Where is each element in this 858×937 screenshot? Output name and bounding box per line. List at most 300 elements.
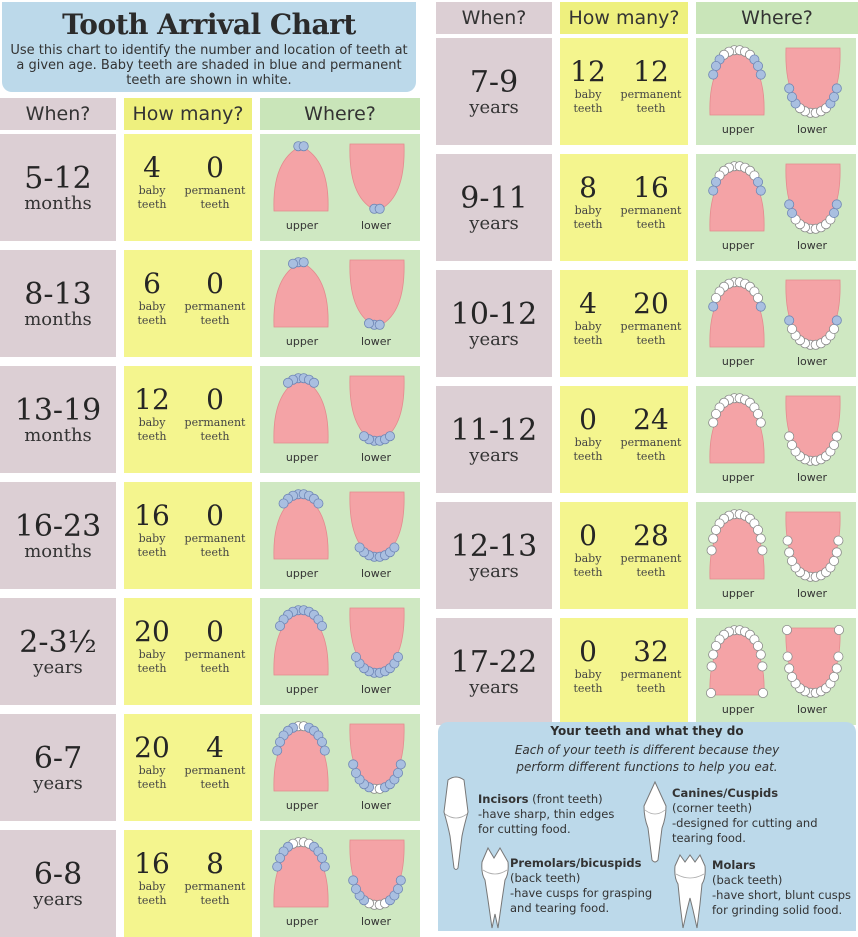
age-unit: years <box>469 96 519 118</box>
baby-count <box>566 288 610 348</box>
baby-tooth <box>709 186 718 195</box>
permanent-label: permanent <box>620 203 682 217</box>
baby-tooth <box>829 208 838 217</box>
where-cell <box>260 134 420 241</box>
baby-tooth <box>396 876 405 885</box>
baby-tooth <box>351 768 360 777</box>
permanent-tooth <box>787 440 796 449</box>
count-cell <box>560 502 688 609</box>
age-row <box>436 386 858 493</box>
permanent-count-value: 16 <box>633 170 669 204</box>
baby-tooth <box>299 258 308 267</box>
baby-count-value: 16 <box>134 498 170 532</box>
age-cell <box>0 714 116 821</box>
age-unit: years <box>469 328 519 350</box>
lower-label: lower <box>360 219 392 232</box>
age-cell <box>0 250 116 357</box>
permanent-count-value: 0 <box>206 266 224 300</box>
baby-tooth <box>711 61 720 70</box>
permanent-tooth <box>758 688 767 697</box>
lower-label: lower <box>796 123 828 136</box>
baby-count-value: 16 <box>134 846 170 880</box>
permanent-tooth <box>787 324 796 333</box>
baby-tooth <box>711 177 720 186</box>
permanent-tooth <box>785 432 794 441</box>
permanent-label: teeth <box>636 565 666 579</box>
baby-label: baby <box>138 531 166 545</box>
baby-tooth <box>393 652 402 661</box>
count-cell <box>560 618 688 725</box>
permanent-tooth <box>834 652 843 661</box>
where-cell <box>696 154 856 261</box>
lower-arch-diagram <box>342 138 412 217</box>
upper-arch-diagram <box>266 138 336 217</box>
age-cell <box>0 366 116 473</box>
premolars-line: (back teeth) <box>510 871 581 885</box>
baby-label: teeth <box>573 565 603 579</box>
age-unit: months <box>24 540 92 562</box>
baby-label: baby <box>138 299 166 313</box>
count-cell <box>560 270 688 377</box>
lower-arch-diagram <box>778 390 848 469</box>
baby-tooth <box>785 200 794 209</box>
upper-label: upper <box>285 683 319 696</box>
permanent-count-value: 0 <box>206 498 224 532</box>
count-cell <box>560 154 688 261</box>
baby-tooth <box>317 737 326 746</box>
header-how-many: How many? <box>124 98 252 130</box>
header-when: When? <box>436 2 552 34</box>
right-header-row <box>436 2 858 34</box>
permanent-tooth <box>753 525 762 534</box>
where-cell <box>696 38 856 145</box>
permanent-label: teeth <box>200 661 230 675</box>
page-subtitle: Use this chart to identify the number and location of teeth at a given age. Baby teeth are shaded in blue and permanent teeth are shown in white. <box>10 43 408 88</box>
permanent-count-value: 20 <box>633 286 669 320</box>
age-range: 8-13 <box>24 276 92 312</box>
permanent-tooth <box>756 650 765 659</box>
baby-tooth <box>309 378 318 387</box>
baby-count-value: 0 <box>579 518 597 552</box>
baby-label: baby <box>138 879 166 893</box>
baby-tooth <box>753 177 762 186</box>
count-cell <box>124 250 252 357</box>
canines-line: tearing food. <box>672 831 746 845</box>
age-row <box>0 830 422 937</box>
upper-label: upper <box>721 703 755 716</box>
lower-arch-diagram <box>342 834 412 913</box>
upper-arch-diagram <box>702 390 772 469</box>
where-cell <box>696 386 856 493</box>
age-range: 7-9 <box>469 64 519 100</box>
permanent-label: permanent <box>184 879 246 893</box>
age-row <box>436 270 858 377</box>
baby-count <box>130 848 174 908</box>
permanent-tooth <box>832 664 841 673</box>
baby-label: teeth <box>137 661 167 675</box>
baby-tooth <box>283 378 292 387</box>
baby-label: teeth <box>137 197 167 211</box>
info-title: Your teeth and what they do <box>550 724 744 738</box>
lower-label: lower <box>796 239 828 252</box>
baby-count <box>566 172 610 232</box>
upper-label: upper <box>285 915 319 928</box>
info-subtitle-line: perform different functions to help you eat. <box>516 760 778 774</box>
permanent-label: teeth <box>636 101 666 115</box>
permanent-tooth <box>783 536 792 545</box>
upper-arch-diagram <box>266 370 336 449</box>
baby-tooth <box>787 208 796 217</box>
upper-arch-diagram <box>266 834 336 913</box>
age-row <box>0 482 422 589</box>
permanent-tooth <box>709 418 718 427</box>
baby-count <box>566 636 610 696</box>
permanent-label: teeth <box>200 429 230 443</box>
baby-tooth <box>832 200 841 209</box>
baby-count-value: 4 <box>579 286 597 320</box>
lower-arch-diagram <box>778 158 848 237</box>
age-row <box>0 366 422 473</box>
permanent-tooth <box>785 548 794 557</box>
age-range: 9-11 <box>460 180 528 216</box>
molar-tooth-icon <box>672 852 708 930</box>
baby-count-value: 20 <box>134 730 170 764</box>
lower-label: lower <box>360 915 392 928</box>
lower-arch-diagram <box>778 622 848 701</box>
permanent-count <box>616 56 686 116</box>
baby-tooth <box>317 621 326 630</box>
permanent-tooth <box>832 432 841 441</box>
permanent-count <box>180 268 250 328</box>
baby-tooth <box>832 316 841 325</box>
baby-tooth <box>288 259 297 268</box>
baby-label: teeth <box>137 777 167 791</box>
baby-label: baby <box>574 319 602 333</box>
incisors-line: -have sharp, thin edges <box>478 807 615 821</box>
upper-label: upper <box>285 799 319 812</box>
premolars-description <box>510 856 652 916</box>
age-unit: months <box>24 192 92 214</box>
lower-label: lower <box>360 335 392 348</box>
permanent-tooth <box>756 534 765 543</box>
where-cell <box>696 270 856 377</box>
age-unit: months <box>24 308 92 330</box>
where-cell <box>260 598 420 705</box>
age-cell <box>436 154 552 261</box>
baby-tooth <box>396 760 405 769</box>
age-cell <box>0 134 116 241</box>
baby-label: teeth <box>137 545 167 559</box>
age-cell <box>0 598 116 705</box>
baby-count-value: 6 <box>143 266 161 300</box>
baby-tooth <box>756 302 765 311</box>
lower-arch-diagram <box>342 718 412 797</box>
canines-name: Canines/Cuspids <box>672 786 779 800</box>
lower-label: lower <box>796 471 828 484</box>
permanent-count <box>616 636 686 696</box>
baby-tooth <box>314 499 323 508</box>
baby-label: baby <box>574 435 602 449</box>
upper-arch-diagram <box>702 622 772 701</box>
baby-tooth <box>375 320 384 329</box>
permanent-tooth <box>707 546 716 555</box>
lower-label: lower <box>360 799 392 812</box>
baby-tooth <box>393 768 402 777</box>
age-row <box>436 38 858 145</box>
baby-label: teeth <box>137 429 167 443</box>
lower-arch-diagram <box>778 42 848 121</box>
upper-label: upper <box>285 567 319 580</box>
baby-tooth <box>320 862 329 871</box>
baby-tooth <box>275 621 284 630</box>
canines-line: (corner teeth) <box>672 801 753 815</box>
count-cell <box>124 134 252 241</box>
canines-description <box>672 786 818 846</box>
upper-arch-diagram <box>702 42 772 121</box>
baby-tooth <box>385 432 394 441</box>
permanent-count <box>180 500 250 560</box>
lower-label: lower <box>360 567 392 580</box>
permanent-count-value: 0 <box>206 150 224 184</box>
baby-tooth <box>785 84 794 93</box>
permanent-label: permanent <box>184 183 246 197</box>
canines-line: -designed for cutting and <box>672 816 818 830</box>
permanent-count <box>180 152 250 212</box>
baby-count-value: 12 <box>134 382 170 416</box>
permanent-count-value: 0 <box>206 614 224 648</box>
lower-label: lower <box>360 451 392 464</box>
where-cell <box>260 714 420 821</box>
permanent-count-value: 32 <box>633 634 669 668</box>
upper-label: upper <box>285 335 319 348</box>
molars-line: (back teeth) <box>712 873 783 887</box>
age-range: 12-13 <box>450 528 538 564</box>
baby-tooth <box>299 142 308 151</box>
age-row <box>0 134 422 241</box>
left-header-row <box>0 98 420 130</box>
age-range: 5-12 <box>24 160 92 196</box>
baby-label: teeth <box>137 313 167 327</box>
baby-tooth <box>393 884 402 893</box>
permanent-count <box>616 172 686 232</box>
age-unit: years <box>33 888 83 910</box>
baby-tooth <box>709 70 718 79</box>
incisors-description <box>478 792 614 837</box>
baby-label: baby <box>574 203 602 217</box>
count-cell <box>124 830 252 937</box>
lower-arch-diagram <box>778 506 848 585</box>
age-unit: years <box>33 772 83 794</box>
baby-count-value: 12 <box>570 54 606 88</box>
permanent-label: teeth <box>200 197 230 211</box>
age-row <box>0 250 422 357</box>
baby-count <box>566 56 610 116</box>
teeth-info-panel <box>438 722 856 931</box>
age-unit: years <box>469 444 519 466</box>
age-row <box>436 502 858 609</box>
baby-tooth <box>753 61 762 70</box>
baby-tooth <box>390 543 399 552</box>
lower-arch-diagram <box>778 274 848 353</box>
where-cell <box>260 250 420 357</box>
upper-label: upper <box>721 355 755 368</box>
upper-label: upper <box>721 471 755 484</box>
baby-tooth <box>756 186 765 195</box>
baby-tooth <box>273 746 282 755</box>
permanent-count <box>616 520 686 580</box>
age-cell <box>436 38 552 145</box>
baby-count <box>130 268 174 328</box>
permanent-tooth <box>785 664 794 673</box>
age-cell <box>436 386 552 493</box>
permanent-label: teeth <box>200 313 230 327</box>
upper-label: upper <box>721 587 755 600</box>
premolars-name: Premolars/bicuspids <box>510 856 642 870</box>
baby-label: baby <box>574 87 602 101</box>
baby-tooth <box>275 853 284 862</box>
premolars-line: -have cusps for grasping <box>510 886 653 900</box>
baby-label: baby <box>574 667 602 681</box>
baby-tooth <box>787 92 796 101</box>
permanent-tooth <box>829 672 838 681</box>
age-cell <box>436 502 552 609</box>
baby-count <box>566 404 610 464</box>
permanent-tooth <box>787 672 796 681</box>
baby-tooth <box>364 319 373 328</box>
age-range: 13-19 <box>14 392 102 428</box>
permanent-tooth <box>834 536 843 545</box>
permanent-tooth <box>834 625 843 634</box>
permanent-count <box>180 732 250 792</box>
permanent-label: permanent <box>620 435 682 449</box>
baby-tooth <box>355 543 364 552</box>
age-unit: years <box>469 560 519 582</box>
permanent-tooth <box>758 662 767 671</box>
molars-description <box>712 858 851 918</box>
count-cell <box>124 714 252 821</box>
age-cell <box>436 618 552 725</box>
baby-tooth <box>709 302 718 311</box>
baby-label: teeth <box>573 333 603 347</box>
baby-count-value: 20 <box>134 614 170 648</box>
baby-tooth <box>317 853 326 862</box>
permanent-tooth <box>783 652 792 661</box>
permanent-label: permanent <box>184 763 246 777</box>
baby-label: teeth <box>573 217 603 231</box>
baby-tooth <box>351 652 360 661</box>
baby-count <box>566 520 610 580</box>
page-title: Tooth Arrival Chart <box>62 8 356 41</box>
incisors-line: for cutting food. <box>478 822 571 836</box>
upper-arch-diagram <box>702 158 772 237</box>
upper-arch-diagram <box>266 602 336 681</box>
baby-tooth <box>359 432 368 441</box>
where-cell <box>260 482 420 589</box>
where-cell <box>696 502 856 609</box>
permanent-count <box>180 616 250 676</box>
baby-label: baby <box>138 763 166 777</box>
info-subtitle-line: Each of your teeth is different because they <box>514 743 780 757</box>
permanent-count-value: 28 <box>633 518 669 552</box>
baby-tooth <box>829 92 838 101</box>
count-cell <box>124 482 252 589</box>
permanent-label: permanent <box>184 531 246 545</box>
permanent-count <box>180 384 250 444</box>
lower-arch-diagram <box>342 370 412 449</box>
permanent-count <box>180 848 250 908</box>
upper-arch-diagram <box>702 506 772 585</box>
count-cell <box>124 598 252 705</box>
baby-tooth <box>349 760 358 769</box>
baby-count-value: 8 <box>579 170 597 204</box>
permanent-tooth <box>709 650 718 659</box>
permanent-tooth <box>706 688 715 697</box>
age-cell <box>0 482 116 589</box>
where-cell <box>260 830 420 937</box>
premolars-line: and tearing food. <box>510 901 610 915</box>
baby-count-value: 0 <box>579 634 597 668</box>
permanent-tooth <box>758 546 767 555</box>
age-range: 6-8 <box>33 856 83 892</box>
baby-tooth <box>273 862 282 871</box>
incisor-tooth-icon <box>442 776 470 872</box>
permanent-tooth <box>756 418 765 427</box>
age-cell <box>0 830 116 937</box>
permanent-tooth <box>753 293 762 302</box>
permanent-label: teeth <box>636 333 666 347</box>
upper-label: upper <box>721 239 755 252</box>
permanent-tooth <box>711 409 720 418</box>
permanent-label: permanent <box>620 667 682 681</box>
age-unit: months <box>24 424 92 446</box>
incisors-name: Incisors <box>478 792 529 806</box>
upper-label: upper <box>285 219 319 232</box>
lower-arch-diagram <box>342 254 412 333</box>
baby-tooth <box>756 70 765 79</box>
lower-label: lower <box>796 587 828 600</box>
permanent-tooth <box>829 324 838 333</box>
permanent-count <box>616 404 686 464</box>
permanent-count-value: 4 <box>206 730 224 764</box>
permanent-tooth <box>711 525 720 534</box>
upper-label: upper <box>721 123 755 136</box>
baby-tooth <box>351 884 360 893</box>
permanent-tooth <box>753 641 762 650</box>
permanent-label: permanent <box>620 87 682 101</box>
age-range: 17-22 <box>450 644 538 680</box>
age-cell <box>436 270 552 377</box>
age-unit: years <box>33 656 83 678</box>
baby-label: baby <box>574 551 602 565</box>
permanent-tooth <box>782 625 791 634</box>
upper-arch-diagram <box>266 486 336 565</box>
incisors-type: (front teeth) <box>528 792 603 806</box>
permanent-label: permanent <box>184 647 246 661</box>
age-range: 2-3½ <box>19 624 97 660</box>
age-row <box>0 598 422 705</box>
age-range: 11-12 <box>450 412 538 448</box>
permanent-tooth <box>753 409 762 418</box>
molars-line: -have short, blunt cusps <box>712 888 852 902</box>
title-box <box>2 2 416 92</box>
baby-count <box>130 616 174 676</box>
baby-count-value: 0 <box>579 402 597 436</box>
baby-count <box>130 384 174 444</box>
permanent-label: teeth <box>636 217 666 231</box>
lower-label: lower <box>796 703 828 716</box>
header-where: Where? <box>260 98 420 130</box>
permanent-tooth <box>711 641 720 650</box>
